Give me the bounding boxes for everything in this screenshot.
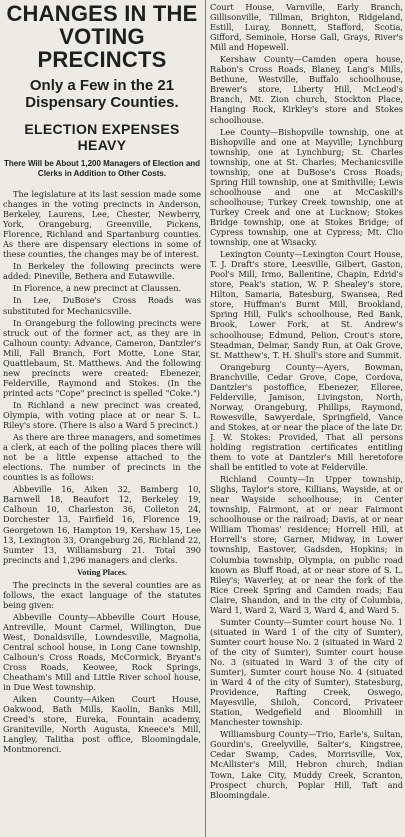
body-paragraph: Richland County—In Upper township, Slighs, Taylor's store, Killians, Wayside, at or near Wayside schoolhouse; in Center township, Fairmont, at or near Fairmont schoolhouse or the railroad; Davis, at or near William Thomas' residence; Horrell Hill, at Horrell's store; Garner, Midway, in Lower township, Eastover, Gadsden, Hopkins; in Columbia township, Olympia, on public road known as Bluff Road, at or near store of S. L. Riley's; Waverley, at or near the fork of the Rice Creek Spring and Camden roads; Eau Claire, Shandon, and in the city of Columbia, Ward 1, Ward 2, Ward 3, Ward 4, and Ward 5. [210, 474, 403, 615]
body-paragraph: In Berkeley the following precincts were added: Pineville, Bethera and Eutawville. [3, 261, 201, 282]
body-paragraph: As there are three managers, and sometimes a clerk, at each of the polling places there will not be a little expense attached to the elections. The number of precincts in the counties is as follows: [3, 432, 201, 483]
body-paragraph: In Richland a new precinct was created, Olympia, with voting place at or near S. L. Riley's store. (There is also a Ward 5 precinct.) [3, 399, 201, 431]
body-paragraph: Williamsburg County—Trio, Earle's, Sultan, Gourdin's, Greelyville, Salter's, Kingstree, Cedar Swamp, Cades, Morrisville, Vox, McAllister's Mill, Hebron church, Indian Town, Lake City, Muddy Creek, Scranton, Prospect church, Poplar Hill, Taft and Bloomingdale. [210, 729, 403, 800]
column-divider [205, 0, 206, 837]
deck-headline: ELECTION EXPENSES HEAVY [24, 121, 180, 153]
body-paragraph: The precincts in the several counties are as follows, the exact language of the statutes being given: [3, 579, 201, 610]
section-heading-voting-places: Voting Places. [77, 567, 127, 577]
body-paragraph: Orangeburg County—Ayers, Bowman, Branchville, Cedar Grove, Cope, Cordova, Dantzler's postoffice, Ebenezer, Elloree, Felderville, Jamison, Livingston, North, Norway, Orangeburg, Phillips, Raymond, Rowesville, Sawyerdale, Springfield, Vance and Stokes, at or near the place of the late Dr. J. W. Stokes: Provided, That all persons holding registration certificates entitling them to vote at Dantzler's Mill heretofore shall be entitled to vote at Felderville. [210, 361, 403, 473]
body-paragraph: In Lee, DuBose's Cross Roads was substituted for Mechanicsville. [3, 295, 201, 316]
body-paragraph: Kershaw County—Camden opera house, Rabon's Cross Roads, Blaney, Lang's Mills, Bethune, Westville, Buffalo schoolhouse, Brewer's store, Liberty Hill, McLeod's Branch, Mt. Zion church, Stockton Place, Hanging Rock, Kirkley's store and Stokes schoolhouse. [210, 54, 403, 125]
right-column [210, 2, 403, 837]
body-paragraph: Court House, Varnville, Early Branch, Gillisonville, Tillman, Brighton, Ridgeland, Estill, Luray, Bonnett, Stafford, Scotia, Gifford, Seminole, Horse Gall, Grays, River's Mill and Hopewell. [210, 2, 403, 53]
body-paragraph: Aiken County—Aiken Court House, Oakwood, Bath Mills, Kaolin, Banks Mill, Creed's store, Eureka, Fountain academy, Graniteville, North Augusta, Kneece's Mill, Langley, Talitha post office, Bloomingdale, Montmorenci. [3, 694, 201, 755]
body-paragraph: Lee County—Bishopville township, one at Bishopville and one at Mayville; Lynchburg township, one at Lynchburg; St. Charles township, one at St. Charles; Mechanicsville township, one at DuBose's Cross Roads; Spring Hill township, one at Smithville; Lewis schoolhouse and one at McCaskill's schoolhouse; Turkey Creek township, one at Turkey Creek and one at Lucknow; Stokes Bridge township, one at Stokes Bridge; of Cypress township, one at Cypress; Mt. Clio township, one at Wisacky. [210, 126, 403, 248]
body-paragraph: Sumter County—Sumter court house No. 1 (situated in Ward 1 of the city of Sumter), Sumter court house No. 2 (situated in Ward 2 of the city of Sumter), Sumter court house No. 3 (situated in Ward 3 of the city of Sumter), Sumter court house No. 4 (situated in Ward 4 of the city of Sumter), Statesburg, Providence, Rafting Creek, Oswego, Mayesville, Shiloh, Concord, Privateer Station, Wedgefield and Bloomhill in Manchester township. [210, 616, 403, 728]
body-paragraph: Abbeville County—Abbeville Court House, Antreville, Mount Carmel, Willington, Due West, Donaldsville, Lowndesville, Magnolia, Central school house, in Long Cane township, Calhoun's Cross Roads, McCormick, Bryant's Cross Roads, Keowee, Rock Springs, Cheatham's Mill and Little River school house, in Due West township. [3, 611, 201, 693]
deck-subhead: There Will be About 1,200 Managers of Election and Clerks in Addition to Other Costs. [3, 159, 201, 178]
subhead: Only a Few in the 21 Dispensary Counties. [25, 77, 179, 111]
body-paragraph: Abbeville 16, Aiken 32, Bamberg 10, Barnwell 18, Beaufort 12, Berkeley 19, Calhoun 10, Charleston 36, Colleton 24, Dorchester 13, Fairfield 16, Florence 19, Georgetown 16, Hampton 19, Kershaw 15, Lee 13, Lexington 33, Orangeburg 26, Richland 22, Sumter 13, Williamsburg 21. Total 390 precincts and 1,296 managers and clerks. [3, 484, 201, 565]
body-paragraph: In Florence, a new precinct at Claussen. [13, 283, 182, 294]
headline: CHANGES IN THE VOTING PRECINCTS [6, 2, 198, 72]
body-paragraph: The legislature at its last session made some changes in the voting precincts in Anderson, Berkeley, Laurens, Lee, Chester, Newberry, York, Orangeburg, Greenville, Pickens, Florence, Richland and Spartanburg counties. As there are dispensary elections in some of these counties, the changes may be of interest. [3, 189, 201, 260]
body-paragraph: Lexington County—Lexington Court House, T. J. Draft's store, Leesville, Gilbert, Gaston, Pool's Mill, Irmo, Ballentine, Chapin, Edrid's store, Peak's station, W. P. Shealey's store, Hilton, Samaria, Batesburg, Swansea, Red store, Huffman's Burnt Mill, Brookland, Spring Hill, Fulk's schoolhouse, Red Bank, Brook, Lower Fork, at St. Andrew's schoolhouse; Edmund, Pelion, Crout's store, Steadman, Delmar, Sandy Run, at Oak Grove, St. Matthew's, T. H. Shull's store and Summit. [210, 249, 403, 360]
left-column [3, 2, 201, 837]
body-paragraph: In Orangeburg the following precincts were struck out of the former act, as they are in Calhoun county: Advance, Cameron, Dantzler's Mill, Fall Branch, Fort Motte, Lone Star, Quattlebaum, St. Matthews. And the following new precincts were created: Ebenezer, Felderville, Raymond and Stokes. (In the printed acts "Cope" precinct is spelled "Coke.") [3, 317, 201, 398]
